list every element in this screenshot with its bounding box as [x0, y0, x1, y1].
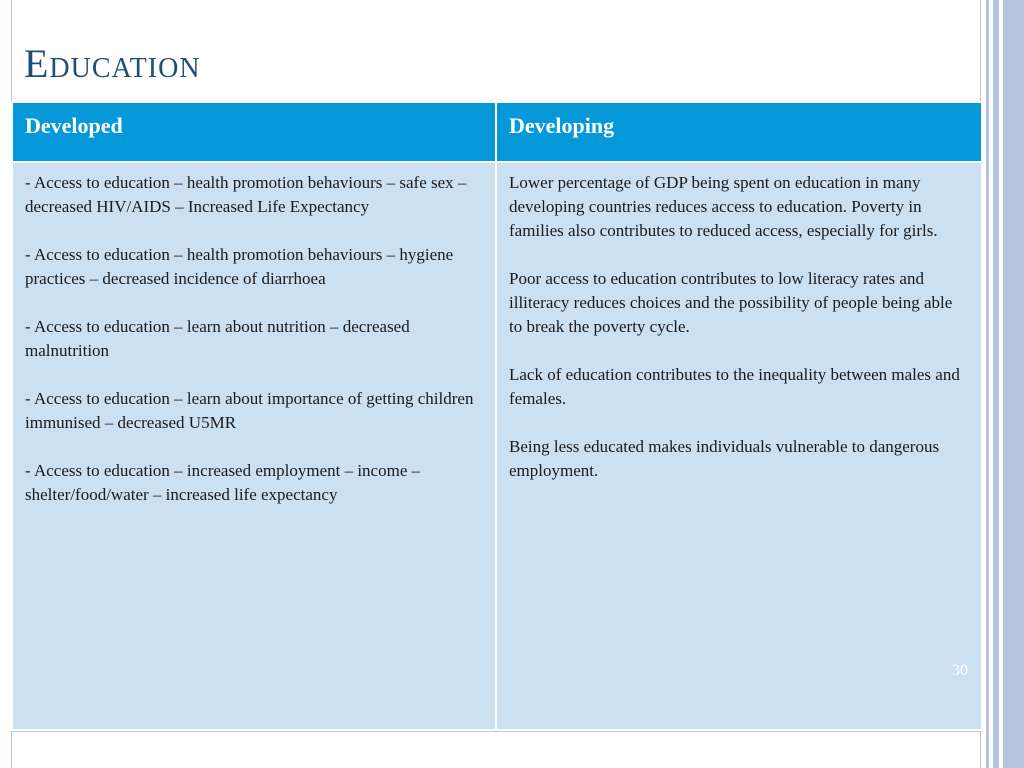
list-item: Being less educated makes individuals vulnerable to dangerous employment.: [509, 437, 940, 480]
list-item: - Access to education – learn about nutrition – decreased malnutrition: [25, 317, 410, 360]
list-item: Poor access to education contributes to low literacy rates and illiteracy reduces choices and the possibility of people being able to break the poverty cycle.: [509, 269, 953, 336]
table-header-row: [12, 102, 982, 162]
right-decoration-bar: [1003, 0, 1024, 768]
list-item: - Access to education – health promotion behaviours – hygiene practices – decreased incidence of diarrhoea: [25, 245, 454, 288]
slide-title: Education: [24, 41, 201, 86]
list-item: Lack of education contributes to the inequality between males and females.: [509, 365, 960, 408]
list-item: - Access to education – health promotion behaviours – safe sex – decreased HIV/AIDS – Increased Life Expectancy: [25, 173, 467, 216]
header-developed: Developed: [12, 102, 496, 162]
right-decoration-bar: [986, 0, 989, 768]
list-item: - Access to education – learn about importance of getting children immunised – decreased U5MR: [25, 389, 474, 432]
bottom-divider: [11, 731, 981, 732]
developed-cell: [12, 162, 496, 730]
header-developing: Developing: [496, 102, 982, 162]
list-item: Lower percentage of GDP being spent on education in many developing countries reduces access to education. Poverty in families also contributes to reduced access, especially for girls.: [509, 173, 938, 240]
list-item: - Access to education – increased employment – income – shelter/food/water – increased life expectancy: [25, 461, 421, 504]
right-decoration-bar: [993, 0, 999, 768]
comparison-table: [11, 101, 981, 731]
page-number: 30: [952, 662, 968, 679]
developing-cell: [496, 162, 982, 730]
table-row: [12, 162, 982, 730]
